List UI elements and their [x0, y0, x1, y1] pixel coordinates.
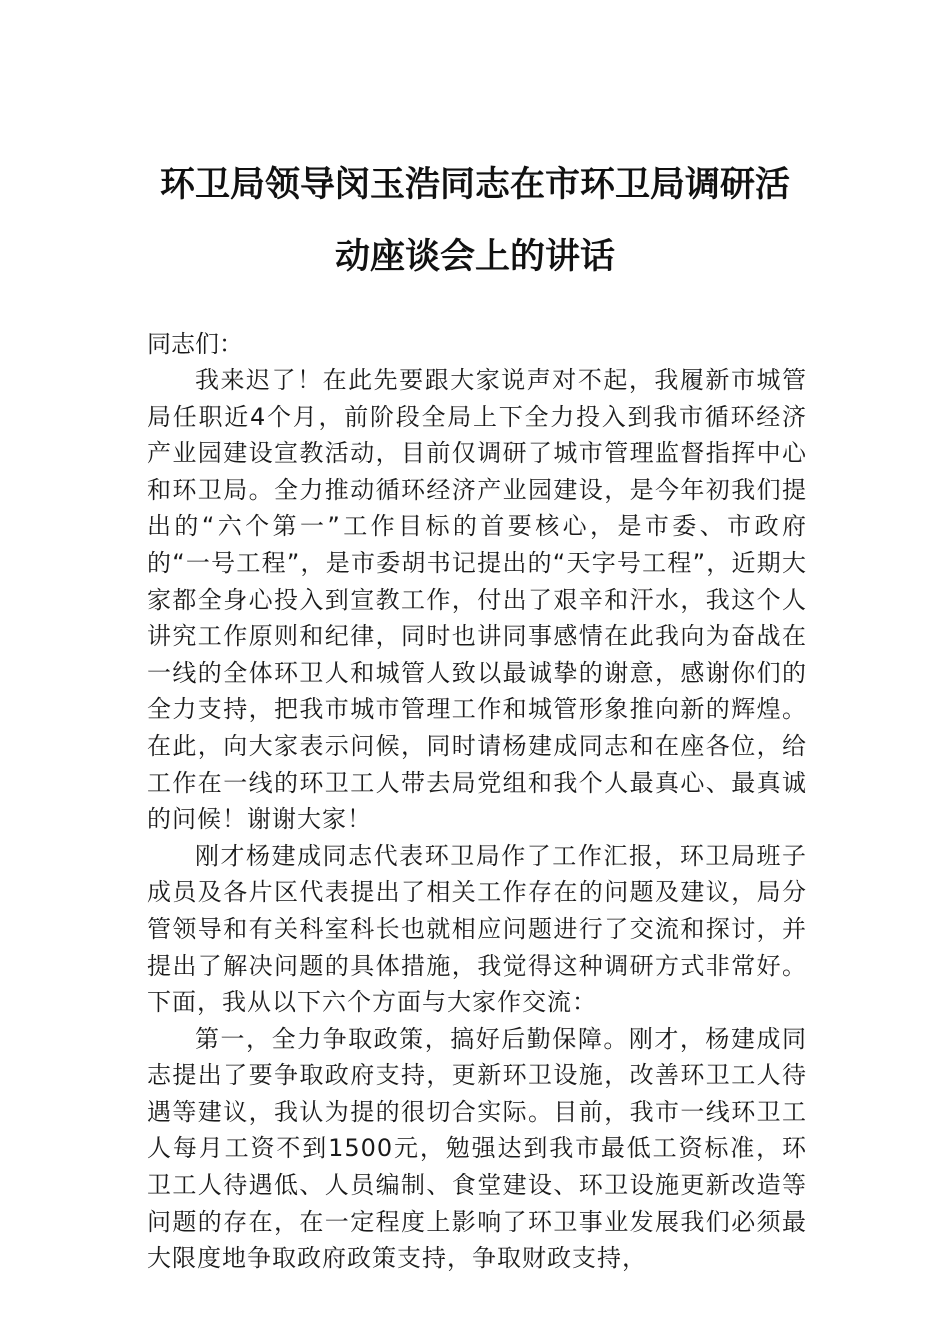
- paragraph: 刚才杨建成同志代表环卫局作了工作汇报，环卫局班子成员及各片区代表提出了相关工作存在的问题及建议，局分管领导和有关科室科长也就相应问题进行了交流和探讨，并提出了解决问题的具体措施，我觉得这种调研方式非常好。下面，我从以下六个方面与大家作交流：: [147, 841, 807, 1017]
- document-body: [147, 362, 807, 1277]
- paragraph: 我来迟了！在此先要跟大家说声对不起，我履新市城管局任职近4个月，前阶段全局上下全力投入到我市循环经济产业园建设宣教活动，目前仅调研了城市管理监督指挥中心和环卫局。全力推动循环经济产业园建设，是今年初我们提出的“六个第一”工作目标的首要核心，是市委、市政府的“一号工程”，是市委胡书记提出的“天字号工程”，近期大家都全身心投入到宣教工作，付出了艰辛和汗水，我这个人讲究工作原则和纪律，同时也讲同事感情在此我向为奋战在一线的全体环卫人和城管人致以最诚挚的谢意，感谢你们的全力支持，把我市城市管理工作和城管形象推向新的辉煌。在此，向大家表示问候，同时请杨建成同志和在座各位，给工作在一线的环卫工人带去局党组和我个人最真心、最真诚的问候！谢谢大家！: [147, 366, 807, 834]
- greeting: 同志们：: [147, 330, 243, 358]
- paragraph: 第一，全力争取政策，搞好后勤保障。刚才，杨建成同志提出了要争取政府支持，更新环卫设施，改善环卫工人待遇等建议，我认为提的很切合实际。目前，我市一线环卫工人每月工资不到1500元，勉强达到我市最低工资标准，环卫工人待遇低、人员编制、食堂建设、环卫设施更新改造等问题的存在，在一定程度上影响了环卫事业发展我们必须最大限度地争取政府政策支持，争取财政支持，: [147, 1024, 807, 1273]
- document-title-line-1: 环卫局领导闵玉浩同志在市环卫局调研活: [159, 164, 790, 205]
- document-title-line-2: 动座谈会上的讲话: [334, 236, 615, 277]
